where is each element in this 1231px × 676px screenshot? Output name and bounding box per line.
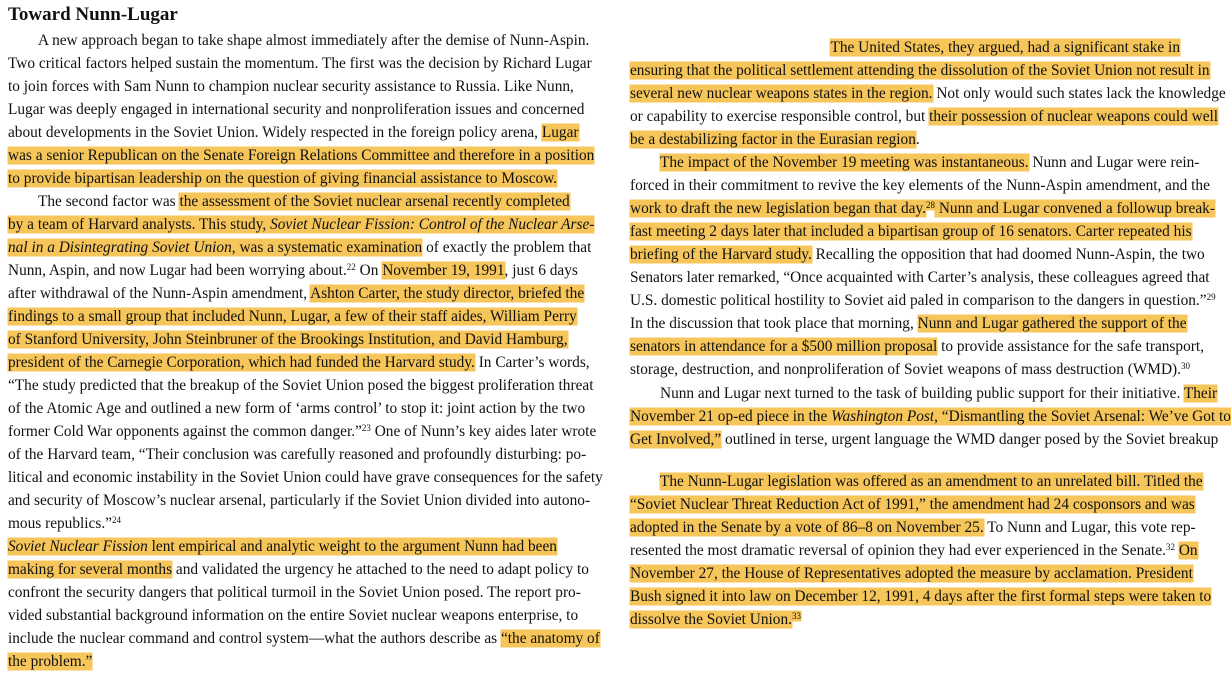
body-text: and security of Moscow’s nuclear arsenal, particularly if the Soviet Union divided into autono-	[8, 492, 591, 509]
body-text: of the Atomic Age and outlined a new form of ‘arms control’ to stop it: joint action by the two	[8, 400, 586, 417]
body-text: Recalling the opposition that had doomed Nunn-Aspin, the two	[811, 246, 1205, 263]
highlighted-text: senators in attendance for a $500 million proposal	[630, 338, 938, 355]
highlighted-text: was a senior Republican on the Senate Foreign Relations Committee and therefore in a position	[8, 147, 595, 164]
body-text: former Cold War opponents against the common danger.”	[8, 423, 362, 440]
body-text: To Nunn and Lugar, this vote rep-	[983, 519, 1196, 536]
body-text: to join forces with Sam Nunn to champion nuclear security assistance to Russia. Like Nunn,	[8, 78, 574, 95]
right-column-line	[630, 335, 1204, 358]
left-column-line	[8, 52, 592, 75]
left-column-line	[8, 397, 586, 420]
highlighted-text: Their	[1183, 385, 1218, 402]
right-column-line	[660, 151, 1200, 174]
highlighted-text: November 19, 1991	[382, 262, 505, 279]
left-column-line	[8, 259, 578, 282]
left-column-line	[8, 351, 590, 374]
left-column-line	[8, 581, 581, 604]
highlighted-text: be a destabilizing factor in the Eurasian region	[630, 131, 916, 148]
section-heading: Toward Nunn-Lugar	[8, 4, 178, 25]
highlighted-text: by a team of Harvard analysts. This study,	[8, 216, 271, 233]
body-text: A new approach began to take shape almost immediately after the demise of Nunn-Aspin.	[38, 32, 590, 49]
left-column-line	[8, 167, 558, 190]
body-text: Nunn and Lugar were rein-	[1028, 154, 1200, 171]
body-text: confront the security dangers that political turmoil in the Soviet Union posed. The report pro-	[8, 584, 581, 601]
left-column-line	[8, 282, 585, 305]
highlighted-text: Get Involved,”	[630, 431, 722, 448]
highlighted-text: their possession of nuclear weapons could well	[929, 108, 1219, 125]
body-text: after withdrawal of the Nunn-Aspin amendment,	[8, 285, 311, 302]
right-column-line	[630, 36, 1180, 59]
right-column-line	[630, 289, 1216, 312]
right-column-line	[630, 266, 1210, 289]
highlighted-text: On	[1178, 542, 1198, 559]
left-column-line	[38, 29, 590, 52]
footnote-marker: 24	[111, 515, 121, 525]
right-column-line	[630, 197, 1215, 220]
left-column-line	[8, 75, 574, 98]
body-text: Nunn, Aspin, and now Lugar had been worrying about.	[8, 262, 347, 279]
highlighted-text: to provide bipartisan leadership on the question of giving financial assistance to Moscow.	[8, 170, 558, 187]
body-text: One of Nunn’s key aides later wrote	[370, 423, 597, 440]
body-text: of the Harvard team, “Their conclusion was carefully reasoned and profoundly disturbing: po-	[8, 446, 587, 463]
highlighted-text: briefing of the Harvard study.	[630, 246, 812, 263]
highlighted-text: Lugar	[541, 124, 579, 141]
right-column-line	[630, 405, 1231, 428]
highlighted-text: making for several months	[8, 561, 173, 578]
highlighted-text: The United States, they argued, had a significant stake in	[830, 39, 1180, 56]
right-column-line	[630, 128, 1180, 151]
right-column-line	[660, 470, 1203, 493]
body-text: about developments in the Soviet Union. Widely respected in the foreign policy arena,	[8, 124, 542, 141]
right-column-line	[630, 516, 1196, 539]
right-column-line	[630, 562, 1193, 585]
left-column-line	[8, 213, 595, 236]
left-column-line	[8, 558, 589, 581]
right-column-line	[630, 174, 1210, 197]
footnote-marker: 22	[346, 262, 356, 272]
highlighted-text: work to draft the new legislation began that day.	[630, 200, 926, 217]
highlighted-text: lent empirical and analytic weight to the argument Nunn had been	[147, 538, 557, 555]
left-column-line	[8, 535, 557, 558]
body-text: The second factor was	[38, 193, 180, 210]
right-column-line	[630, 82, 1226, 105]
footnote-marker: 28	[926, 200, 935, 210]
highlighted-text: Washington Post	[831, 408, 935, 425]
highlighted-text: Soviet Nuclear Fission: Control of the Nuclear Arse-	[270, 216, 595, 233]
right-column-line	[630, 358, 1190, 381]
body-text: storage, destruction, and nonproliferation of Soviet weapons of mass destruction (WMD).	[630, 361, 1181, 378]
right-column-line	[630, 243, 1205, 266]
body-text: resented the most dramatic reversal of opinion they had ever experienced in the Senate.	[630, 542, 1166, 559]
left-column-line	[8, 650, 553, 673]
footnote-marker: 32	[1165, 542, 1175, 552]
highlighted-text: nal in a Disintegrating Soviet Union	[8, 239, 232, 256]
right-column-line	[630, 493, 1195, 516]
body-text: In the discussion that took place that morning,	[630, 315, 918, 332]
body-text: Lugar was deeply engaged in international security and nonproliferation issues and concerned	[8, 101, 585, 118]
footnote-marker: 30	[1180, 361, 1190, 371]
footnote-marker: 23	[361, 423, 371, 433]
right-column-line	[630, 105, 1219, 128]
body-text: Nunn and Lugar next turned to the task of building public support for their initiative.	[660, 385, 1184, 402]
footnote-marker: 33	[791, 611, 801, 621]
body-text: and validated the urgency he attached to the need to adapt policy to	[172, 561, 589, 578]
highlighted-text: November 27, the House of Representatives adopted the measure by acclamation. President	[630, 565, 1193, 582]
highlighted-text: “the anatomy of	[500, 630, 600, 647]
left-column-line	[8, 98, 585, 121]
body-text: On	[355, 262, 383, 279]
body-text: of exactly the problem that	[422, 239, 592, 256]
left-column-line	[8, 466, 603, 489]
body-text: litical and economic instability in the Soviet Union could have grave consequences for the safety	[8, 469, 603, 486]
highlighted-text: of Stanford University, John Steinbruner of the Brookings Institution, and David Hamburg,	[8, 331, 568, 348]
highlighted-text: Nunn and Lugar convened a followup break-	[935, 200, 1215, 217]
left-column-line	[8, 121, 579, 144]
highlighted-text: Ashton Carter, the study director, briefed the	[310, 285, 585, 302]
body-text: to provide assistance for the safe transport,	[937, 338, 1204, 355]
highlighted-text: Nunn and Lugar gathered the support of the	[917, 315, 1187, 332]
body-text: or capability to exercise responsible control, but	[630, 108, 930, 125]
left-column-line	[38, 190, 570, 213]
highlighted-text: the assessment of the Soviet nuclear arsenal recently completed	[179, 193, 570, 210]
body-text: .	[915, 131, 920, 148]
left-column-line	[8, 328, 568, 351]
right-column-line	[660, 382, 1218, 405]
highlighted-text: , was a systematic examination	[231, 239, 423, 256]
body-text: U.S. domestic political hostility to Soviet aid paled in comparison to the dangers in question.”	[630, 292, 1207, 309]
left-column-line	[8, 236, 592, 259]
left-column-line	[8, 627, 600, 650]
footnote-marker: 29	[1206, 292, 1216, 302]
left-column-line	[8, 374, 594, 397]
body-text: In Carter’s words,	[474, 354, 590, 371]
highlighted-text: several new nuclear weapons states in the region.	[630, 85, 933, 102]
right-column-line	[630, 608, 1180, 631]
body-text: mous republics.”	[8, 515, 112, 532]
body-text: forced in their commitment to revive the key elements of the Nunn-Aspin amendment, and the	[630, 177, 1210, 194]
body-text: outlined in terse, urgent language the WMD danger posed by the Soviet breakup	[721, 431, 1219, 448]
left-column-line	[8, 512, 553, 535]
body-text: “The study predicted that the breakup of the Soviet Union posed the biggest proliferation threat	[8, 377, 594, 394]
right-column-line	[630, 312, 1187, 335]
left-column-line	[8, 420, 597, 443]
highlighted-text: The impact of the November 19 meeting was instantaneous.	[660, 154, 1029, 171]
highlighted-text: president of the Carnegie Corporation, which had funded the Harvard study.	[8, 354, 475, 371]
body-text: , just 6 days	[504, 262, 578, 279]
left-column-line	[8, 305, 577, 328]
body-text: Two critical factors helped sustain the momentum. The first was the decision by Richard Lugar	[8, 55, 592, 72]
body-text: vided substantial background information on the entire Soviet nuclear weapons enterprise, to	[8, 607, 579, 624]
left-column-line	[8, 144, 595, 167]
highlighted-text: ensuring that the political settlement attending the dissolution of the Soviet Union not result in	[630, 62, 1210, 79]
highlighted-text: The Nunn-Lugar legislation was offered as an amendment to an unrelated bill. Titled the	[660, 473, 1203, 490]
right-column-line	[630, 428, 1219, 451]
right-column-line	[630, 220, 1192, 243]
highlighted-text: the problem.”	[8, 653, 93, 670]
body-text: Not only would such states lack the knowledge	[932, 85, 1226, 102]
highlighted-text: Soviet Nuclear Fission	[8, 538, 148, 555]
highlighted-text: , “Dismantling the Soviet Arsenal: We’ve Got to	[934, 408, 1231, 425]
left-column-line	[8, 604, 579, 627]
highlighted-text: Bush signed it into law on December 12, 1991, 4 days after the first formal steps were taken to	[630, 588, 1212, 605]
right-column-line	[630, 585, 1212, 608]
right-column-line	[630, 59, 1210, 82]
highlighted-text: “Soviet Nuclear Threat Reduction Act of 1991,” the amendment had 24 cosponsors and was	[630, 496, 1195, 513]
highlighted-text: November 21 op-ed piece in the	[630, 408, 832, 425]
highlighted-text: findings to a small group that included Nunn, Lugar, a few of their staff aides, William Perry	[8, 308, 577, 325]
left-column-line	[8, 489, 591, 512]
highlighted-text: adopted in the Senate by a vote of 86–8 on November 25.	[630, 519, 984, 536]
body-text: include the nuclear command and control system—what the authors describe as	[8, 630, 501, 647]
right-column-line	[630, 539, 1198, 562]
left-column-line	[8, 443, 587, 466]
highlighted-text: fast meeting 2 days later that included a bipartisan group of 16 senators. Carter repeated his	[630, 223, 1192, 240]
body-text: Senators later remarked, “Once acquainted with Carter’s analysis, these colleagues agreed that	[630, 269, 1210, 286]
highlighted-text: dissolve the Soviet Union.	[630, 611, 792, 628]
